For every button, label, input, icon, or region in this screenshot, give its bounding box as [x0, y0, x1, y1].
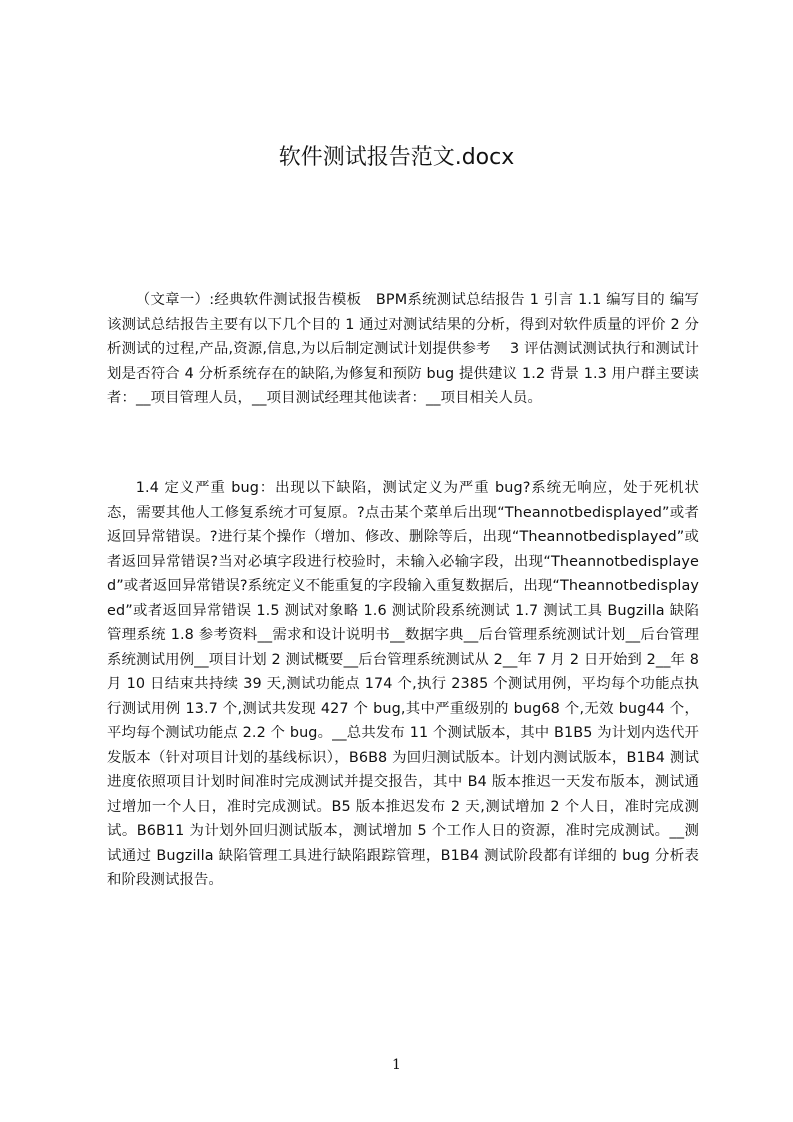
paragraph-introduction: （文章一）:经典软件测试报告模板 BPM系统测试总结报告 1 引言 1.1 编写目的 编写该测试总结报告主要有以下几个目的 1 通过对测试结果的分析，得到对软件质量的评价 2 分析测试的过程,产品,资源,信息,为以后制定测试计划提供参考 3 评估测试测试执行和测试计划是否符合 4 分析系统存在的缺陷,为修复和预防 bug 提供建议 1.2 背景 1.3 用户群主要读者：__项目管理人员，__项目测试经理其他读者：__项目相关人员。: [107, 292, 699, 406]
document-title: 软件测试报告范文.docx: [278, 145, 515, 170]
page-number: 1: [392, 1057, 401, 1073]
paragraph-definitions-and-summary: 1.4 定义严重 bug：出现以下缺陷，测试定义为严重 bug?系统无响应，处于死机状态，需要其他人工修复系统才可复原。?点击某个菜单后出现“Theannotbedisplayed”或者返回异常错误。?进行某个操作（增加、修改、删除等后，出现“Theannotbedisplayed”或者返回异常错误?当对必填字段进行校验时，未输入必输字段，出现“Theannotbedisplayed”或者返回异常错误?系统定义不能重复的字段输入重复数据后，出现“Theannotbedisplayed”或者返回异常错误 1.5 测试对象略 1.6 测试阶段系统测试 1.7 测试工具 Bugzilla 缺陷管理系统 1.8 参考资料__需求和设计说明书__数据字典__后台管理系统测试计划__后台管理系统测试用例__项目计划 2 测试概要__后台管理系统测试从 2__年 7 月 2 日开始到 2__年 8 月 10 日结束共持续 39 天,测试功能点 174 个,执行 2385 个测试用例，平均每个功能点执行测试用例 13.7 个,测试共发现 427 个 bug,其中严重级别的 bug68 个,无效 bug44 个，平均每个测试功能点 2.2 个 bug。__总共发布 11 个测试版本，其中 B1B5 为计划内迭代开发版本（针对项目计划的基线标识），B6B8 为回归测试版本。计划内测试版本，B1B4 测试进度依照项目计划时间准时完成测试并提交报告，其中 B4 版本推迟一天发布版本，测试通过增加一个人日，准时完成测试。B5 版本推迟发布 2 天,测试增加 2 个人日，准时完成测试。B6B11 为计划外回归测试版本，测试增加 5 个工作人日的资源，准时完成测试。__测试通过 Bugzilla 缺陷管理工具进行缺陷跟踪管理，B1B4 测试阶段都有详细的 bug 分析表和阶段测试报告。: [107, 480, 699, 888]
